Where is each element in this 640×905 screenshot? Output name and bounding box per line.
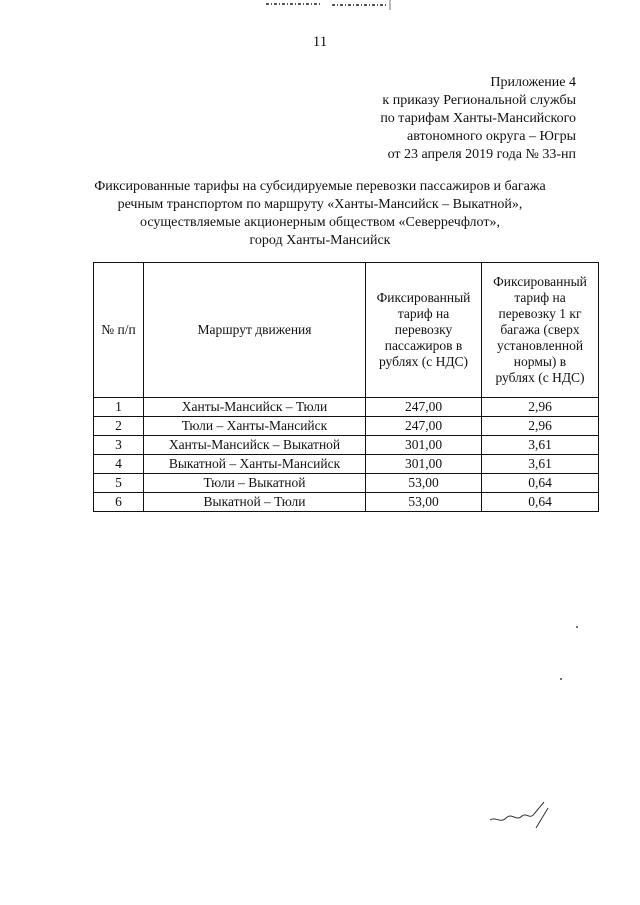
row-passenger-tariff: 301,00 xyxy=(366,455,482,474)
appendix-line: к приказу Региональной службы xyxy=(382,93,576,108)
header-line: нормы) в xyxy=(513,354,567,369)
scan-speck xyxy=(576,626,578,628)
row-baggage-tariff: 3,61 xyxy=(482,436,599,455)
title-line: город Ханты-Мансийск xyxy=(249,233,391,248)
header-line: багажа (сверх xyxy=(500,322,580,337)
row-number: 4 xyxy=(94,455,144,474)
row-number: 1 xyxy=(94,398,144,417)
row-baggage-tariff: 2,96 xyxy=(482,398,599,417)
header-passenger-tariff xyxy=(366,263,482,398)
row-passenger-tariff: 301,00 xyxy=(366,436,482,455)
table-header-row xyxy=(94,263,599,398)
title-line: осуществляемые акционерным обществом «Северречфлот», xyxy=(140,215,500,230)
row-route: Тюли – Выкатной xyxy=(144,474,366,493)
header-line: тариф на xyxy=(397,306,450,321)
header-baggage-tariff xyxy=(482,263,599,398)
header-line: Фиксированный xyxy=(376,290,471,305)
row-route: Ханты-Мансийск – Выкатной xyxy=(144,436,366,455)
row-baggage-tariff: 3,61 xyxy=(482,455,599,474)
header-line: рублях (с НДС) xyxy=(495,370,585,385)
scan-artifact xyxy=(262,0,392,10)
row-number: 5 xyxy=(94,474,144,493)
appendix-header xyxy=(380,74,576,164)
header-line: тариф на xyxy=(514,290,566,305)
row-baggage-tariff: 2,96 xyxy=(482,417,599,436)
table-row xyxy=(94,417,599,436)
row-passenger-tariff: 247,00 xyxy=(366,417,482,436)
header-number: № п/п xyxy=(94,263,144,398)
table-row xyxy=(94,493,599,512)
row-number: 2 xyxy=(94,417,144,436)
table-row xyxy=(94,455,599,474)
row-passenger-tariff: 53,00 xyxy=(366,474,482,493)
header-route: Маршрут движения xyxy=(144,263,366,398)
appendix-line: Приложение 4 xyxy=(490,75,576,90)
title-line: Фиксированные тарифы на субсидируемые перевозки пассажиров и багажа xyxy=(94,179,546,194)
row-route: Выкатной – Ханты-Мансийск xyxy=(144,455,366,474)
row-baggage-tariff: 0,64 xyxy=(482,474,599,493)
row-route: Ханты-Мансийск – Тюли xyxy=(144,398,366,417)
appendix-line: автономного округа – Югры xyxy=(407,129,576,144)
row-passenger-tariff: 247,00 xyxy=(366,398,482,417)
scan-speck xyxy=(560,678,562,680)
appendix-line: по тарифам Ханты-Мансийского xyxy=(380,111,576,126)
header-line: установленной xyxy=(496,338,584,353)
row-number: 3 xyxy=(94,436,144,455)
signature-mark xyxy=(486,798,556,834)
row-number: 6 xyxy=(94,493,144,512)
row-route: Выкатной – Тюли xyxy=(144,493,366,512)
table-row xyxy=(94,436,599,455)
header-line: перевозку xyxy=(394,322,453,337)
header-line: Фиксированный xyxy=(493,274,587,289)
tariff-table xyxy=(93,262,599,512)
row-passenger-tariff: 53,00 xyxy=(366,493,482,512)
page-number: 11 xyxy=(312,34,328,50)
table-row xyxy=(94,474,599,493)
header-line: перевозку 1 кг xyxy=(498,306,582,321)
title-line: речным транспортом по маршруту «Ханты-Мансийск – Выкатной», xyxy=(117,197,523,212)
appendix-line: от 23 апреля 2019 года № 33-нп xyxy=(387,147,576,162)
header-line: рублях (с НДС) xyxy=(378,354,469,369)
document-title xyxy=(0,178,640,250)
header-line: пассажиров в xyxy=(384,338,463,353)
row-baggage-tariff: 0,64 xyxy=(482,493,599,512)
row-route: Тюли – Ханты-Мансийск xyxy=(144,417,366,436)
table-row xyxy=(94,398,599,417)
